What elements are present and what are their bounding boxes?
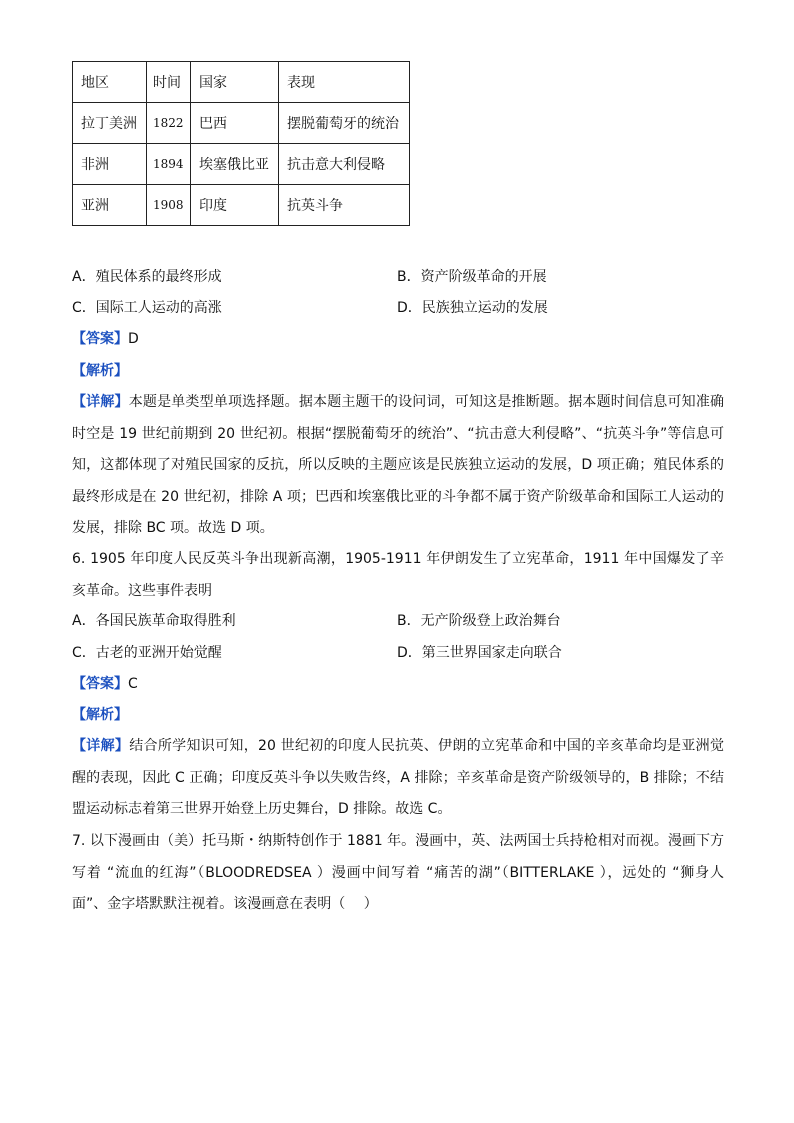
table-cell-region: 拉丁美洲 (73, 103, 147, 144)
table-cell-year: 1908 (147, 185, 191, 226)
table-cell-year: 1822 (147, 103, 191, 144)
table-cell-country: 巴西 (191, 103, 279, 144)
q6-option-a: A．各国民族革命取得胜利 (72, 613, 236, 629)
table-cell-event: 抗英斗争 (279, 185, 410, 226)
q6-option-d: D．第三世界国家走向联合 (397, 645, 562, 661)
q7-stem: 7. 以下漫画由（美）托马斯・纳斯特创作于 1881 年。漫画中，英、法两国士兵持枪相对而视。漫画下方写着 “流血的红海”（BLOODREDSEA ）漫画中间写着 “痛苦的湖”（BITTERLAKE ），远处的 “狮身人面”、金字塔默默注视着。该漫画意在表明（ ） (72, 833, 724, 912)
history-table (72, 61, 410, 226)
detail-tag: 【详解】 (72, 394, 129, 410)
table-cell-year: 1894 (147, 144, 191, 185)
answer-tag: 【答案】 (72, 676, 128, 692)
table-cell-region: 亚洲 (73, 185, 147, 226)
analysis-tag: 【解析】 (72, 707, 128, 723)
q6-stem: 6. 1905 年印度人民反英斗争出现新高潮，1905-1911 年伊朗发生了立宪革命，1911 年中国爆发了辛亥革命。这些事件表明 (72, 551, 724, 599)
table-header-row (73, 62, 410, 103)
q6-option-c: C．古老的亚洲开始觉醒 (72, 645, 222, 661)
table-cell-event: 摆脱葡萄牙的统治 (279, 103, 410, 144)
table-cell-event: 抗击意大利侵略 (279, 144, 410, 185)
table-header-cell: 地区 (73, 62, 147, 103)
detail-text: 结合所学知识可知，20 世纪初的印度人民抗英、伊朗的立宪革命和中国的辛亥革命均是亚洲觉醒的表现，因此 C 正确；印度反英斗争以失败告终，A 排除；辛亥革命是资产阶级领导的，B 排除；不结盟运动标志着第三世界开始登上历史舞台，D 排除。故选 C。 (72, 738, 724, 817)
table-cell-country: 印度 (191, 185, 279, 226)
table-cell-region: 非洲 (73, 144, 147, 185)
table-cell-country: 埃塞俄比亚 (191, 144, 279, 185)
q5-option-a: A．殖民体系的最终形成 (72, 269, 222, 285)
q6-answer (72, 674, 138, 694)
q6-detail (72, 731, 724, 826)
table-row (73, 144, 410, 185)
table-header-cell: 时间 (147, 62, 191, 103)
answer-tag: 【答案】 (72, 331, 128, 347)
detail-text: 本题是单类型单项选择题。据本题主题干的设问词，可知这是推断题。据本题时间信息可知准确时空是 19 世纪前期到 20 世纪初。根据“摆脱葡萄牙的统治”、“抗击意大利侵略”、“抗英斗争”等信息可知，这都体现了对殖民国家的反抗，所以反映的主题应该是民族独立运动的发展，D 项正确；殖民体系的最终形成是在 20 世纪初，排除 A 项；巴西和埃塞俄比亚的斗争都不属于资产阶级革命和国际工人运动的发展，排除 BC 项。故选 D 项。 (72, 394, 725, 536)
q5-detail (72, 387, 724, 545)
detail-tag: 【详解】 (72, 738, 130, 754)
q5-option-d: D．民族独立运动的发展 (397, 300, 548, 316)
answer-value: C (128, 676, 138, 692)
table-row (73, 185, 410, 226)
q5-option-b: B．资产阶级革命的开展 (397, 269, 547, 285)
q5-option-c: C．国际工人运动的高涨 (72, 300, 222, 316)
table-header-cell: 国家 (191, 62, 279, 103)
q5-answer (72, 329, 139, 349)
answer-value: D (128, 331, 139, 347)
q6-option-b: B．无产阶级登上政治舞台 (397, 613, 561, 629)
q6-analysis-heading (72, 705, 128, 725)
table-row (73, 103, 410, 144)
q5-analysis-heading (72, 361, 128, 381)
table-header-cell: 表现 (279, 62, 410, 103)
analysis-tag: 【解析】 (72, 363, 128, 379)
